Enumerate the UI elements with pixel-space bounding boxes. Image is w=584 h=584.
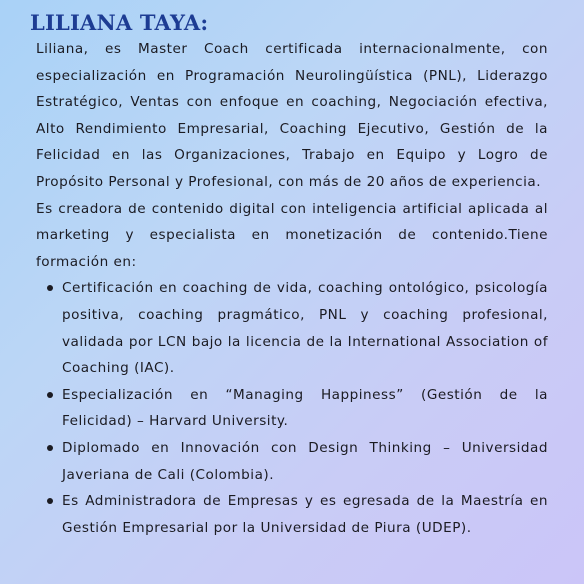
list-item-text: Diplomado en Innovación con Design Thinking – Universidad Javeriana de Cali (Colombia). [62,439,548,483]
bullet-icon [47,498,53,504]
intro-paragraph: Liliana, es Master Coach certificada internacionalmente, con especialización en Programación Neurolingüística (PNL), Liderazgo Estratégico, Ventas con enfoque en coaching, Negociación efectiva, Alto Rendimiento Empresarial, Coaching Ejecutivo, Gestión de la Felicidad en las Organizaciones, Trabajo en Equipo y Logro de Propósito Personal y Profesional, con más de 20 años de experiencia. [36,41,548,190]
bullet-icon [47,392,53,398]
list-item [62,382,548,435]
list-item-text: Es Administradora de Empresas y es egresada de la Maestría en Gestión Empresarial por la Universidad de Piura (UDEP). [62,493,548,536]
page-title: LILIANA TAYA: [30,10,209,35]
training-list [36,275,548,541]
bullet-icon [47,445,53,451]
list-item-text: Especialización en “Managing Happiness” (Gestión de la Felicidad) – Harvard University. [62,386,548,430]
list-item [62,488,548,541]
list-item-text: Certificación en coaching de vida, coaching ontológico, psicología positiva, coaching pragmático, PNL y coaching profesional, validada por LCN bajo la licencia de la International Association of Coaching (IAC). [62,280,548,377]
content-creator-paragraph: Es creadora de contenido digital con inteligencia artificial aplicada al marketing y especialista en monetización de contenido.Tiene formación en: [36,200,548,270]
list-item [62,275,548,381]
bullet-icon [47,285,53,291]
list-item [62,435,548,488]
